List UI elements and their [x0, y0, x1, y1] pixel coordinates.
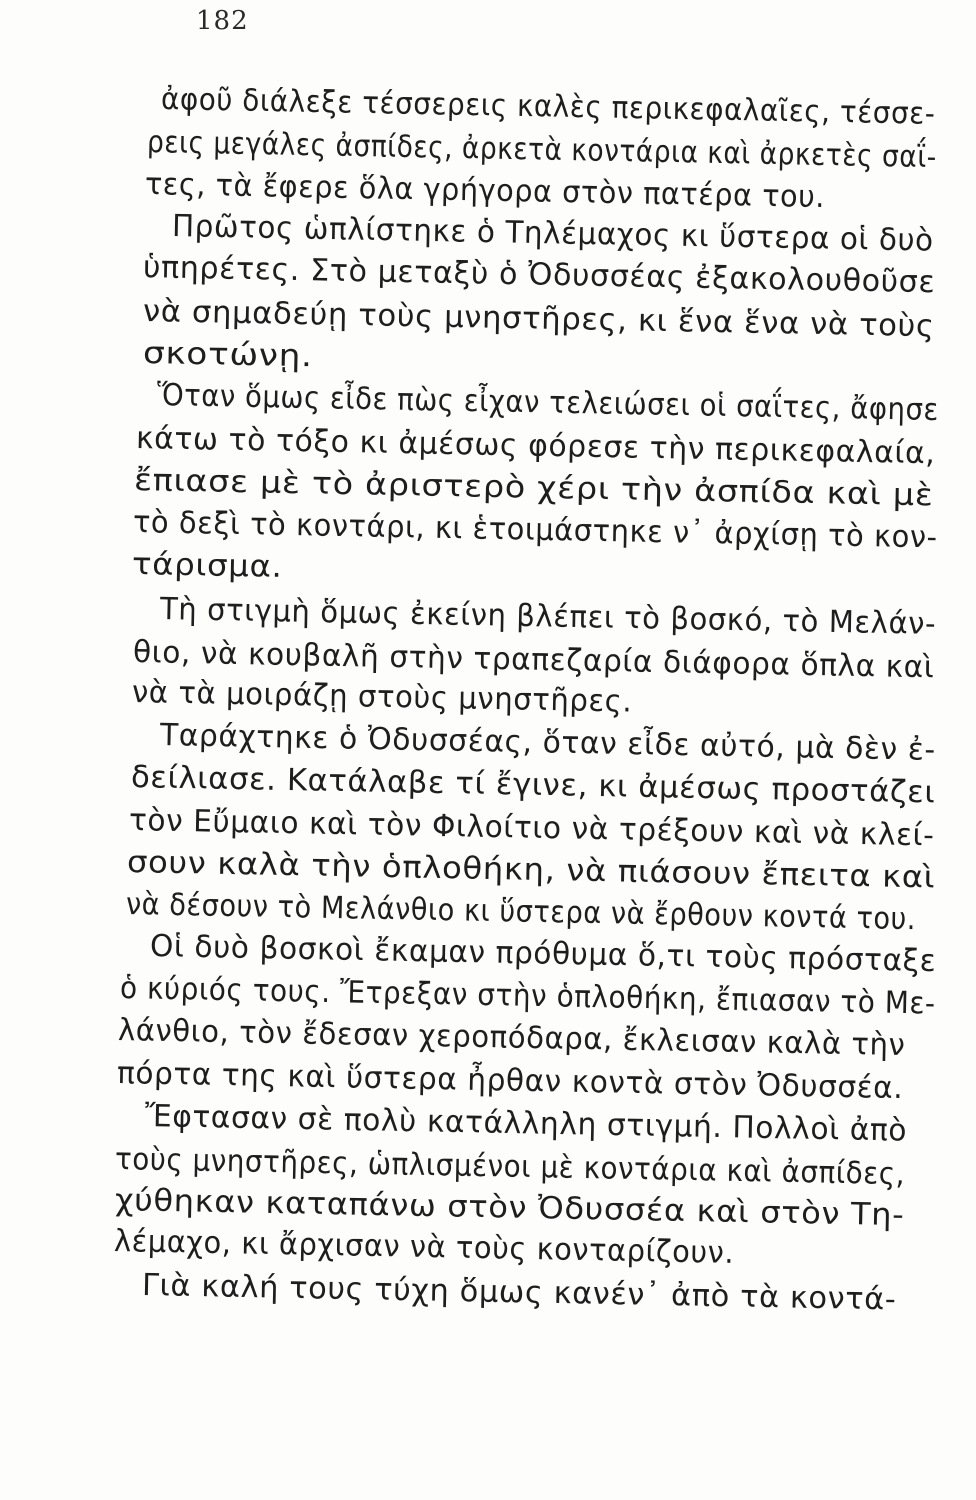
text-line: ρεις μεγάλες ἀσπίδες, ἀρκετὰ κοντάρια καὶ ἀρκετὲς σαΐ- [146, 125, 938, 176]
text-line: Γιὰ καλή τους τύχη ὅμως κανέν᾿ ἀπὸ τὰ κοντά- [141, 1268, 897, 1318]
text-line: τάρισμα. [131, 547, 283, 585]
text-line: νὰ δέσουν τὸ Μελάνθιο κι ὕστερα νὰ ἔρθουν κοντά του. [125, 887, 917, 938]
text-line: Ὅταν ὅμως εἶδε πὼς εἶχαν τελειώσει οἱ σαΐτες, ἄφησε [156, 378, 940, 429]
text-line: σουν καλὰ τὴν ὁπλοθήκη, νὰ πιάσουν ἔπειτα καὶ [126, 845, 936, 896]
text-line: θιο, νὰ κουβαλῆ στὴν τραπεζαρία διάφορα ὅπλα καὶ [132, 635, 935, 686]
text-line: Ἔφτασαν σὲ πολὺ κατάλληλη στιγμή. Πολλοὶ ἀπὸ [144, 1099, 908, 1149]
text-line: λάνθιο, τὸν ἔδεσαν χεροπόδαρα, ἔκλεισαν καλὰ τὴν [117, 1013, 906, 1064]
text-line: ὑπηρέτες. Στὸ μεταξὺ ὁ Ὀδυσσέας ἐξακολουθοῦσε [142, 250, 936, 301]
text-line: Οἱ δυὸ βοσκοὶ ἔκαμαν πρόθυμα ὅ,τι τοὺς πρόσταξε [149, 929, 937, 980]
text-line: σκοτώνῃ. [142, 336, 314, 375]
text-line: ἔπιασε μὲ τὸ ἀριστερὸ χέρι τὴν ἀσπίδα καὶ μὲ [133, 463, 934, 514]
text-line: νὰ τὰ μοιράζῃ στοὺς μνηστῆρες. [131, 675, 633, 720]
text-line: τες, τὰ ἔφερε ὅλα γρήγορα στὸν πατέρα του. [144, 167, 826, 216]
text-line: τὸ δεξὶ τὸ κοντάρι, κι ἑτοιμάστηκε ν᾿ ἀρχίσῃ τὸ κον- [132, 505, 938, 556]
text-line: χύθηκαν καταπάνω στὸν Ὀδυσσέα καὶ στὸν Τη- [114, 1183, 905, 1234]
text-line: νὰ σημαδεύῃ τοὺς μνηστῆρες, κι ἕνα ἕνα νὰ τοὺς [142, 294, 935, 345]
text-line: δείλιασε. Κατάλαβε τί ἔγινε, κι ἀμέσως προστάζει [130, 760, 936, 811]
text-line: ὁ κύριός τους. Ἔτρεξαν στὴν ὁπλοθήκη, ἔπιασαν τὸ Με- [119, 971, 936, 1022]
page-number: 182 [196, 6, 249, 36]
text-line: ἀφοῦ διάλεξε τέσσερεις καλὲς περικεφαλαῖες, τέσσε- [160, 82, 936, 132]
text-line: Τὴ στιγμὴ ὅμως ἐκείνη βλέπει τὸ βοσκό, τὸ Μελάν- [159, 592, 937, 642]
text-line: Ταράχτηκε ὁ Ὀδυσσέας, ὅταν εἶδε αὐτό, μὰ δὲν ἐ- [159, 718, 937, 768]
text-line: πόρτα της καὶ ὕστερα ἦρθαν κοντὰ στὸν Ὀδυσσέα. [116, 1056, 904, 1107]
text-line: λέμαχο, κι ἄρχισαν νὰ τοὺς κονταρίζουν. [113, 1224, 735, 1271]
text-line: κάτω τὸ τόξο κι ἀμέσως φόρεσε τὴν περικεφαλαία, [135, 421, 936, 472]
text-line: Πρῶτος ὡπλίστηκε ὁ Τηλέμαχος κι ὕστερα οἱ δυὸ [171, 209, 935, 259]
text-line: τοὺς μνηστῆρες, ὡπλισμένοι μὲ κοντάρια καὶ ἀσπίδες, [114, 1142, 906, 1193]
text-line: τὸν Εὔμαιο καὶ τὸν Φιλοίτιο νὰ τρέξουν καὶ νὰ κλεί- [128, 803, 935, 854]
